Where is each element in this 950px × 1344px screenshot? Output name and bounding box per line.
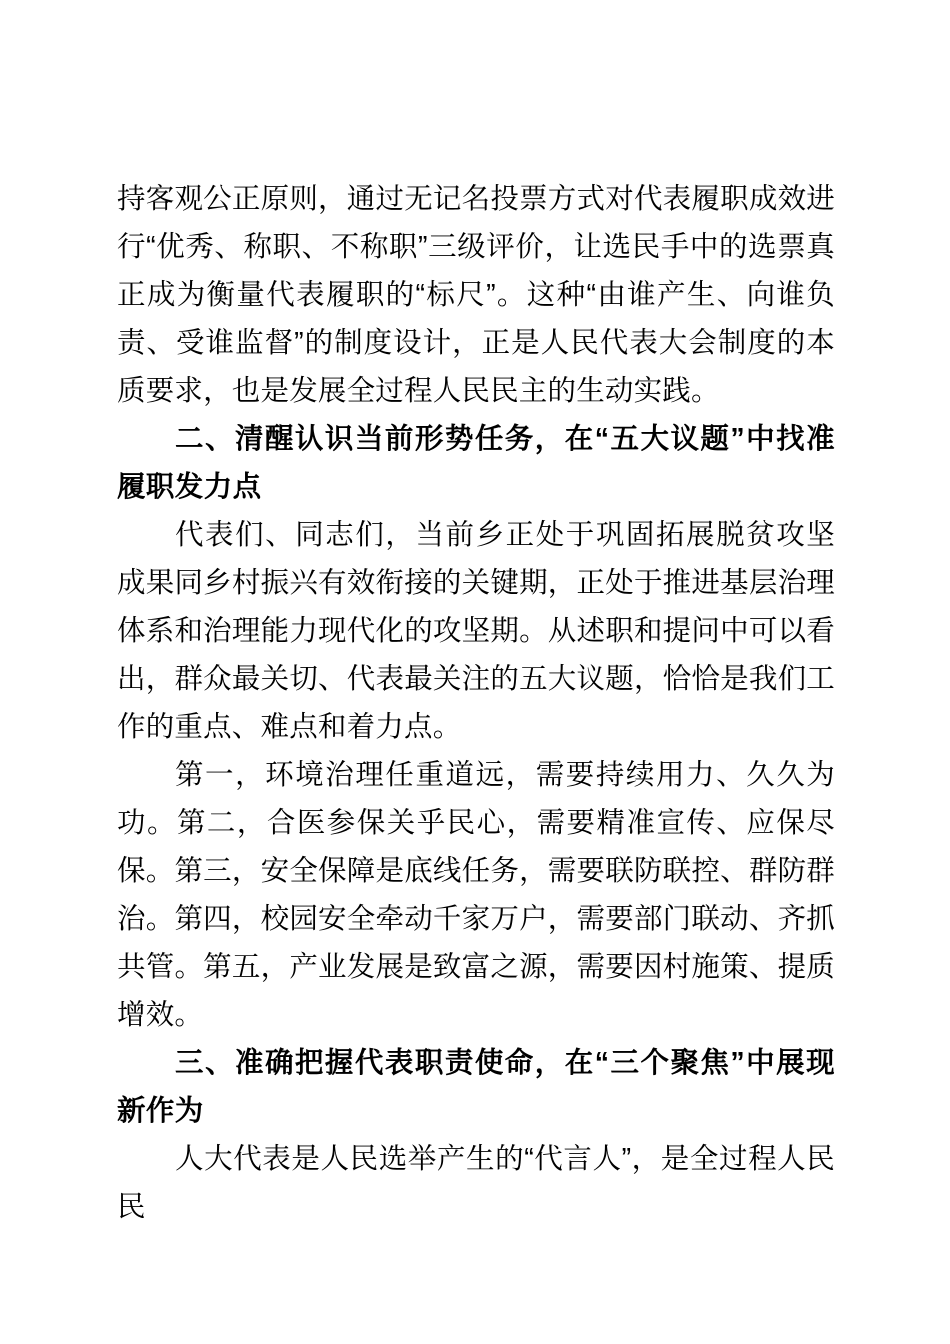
document-text-body <box>117 175 835 1231</box>
paragraph-section-three-intro: 人大代表是人民选举产生的“代言人”，是全过程人民民 <box>117 1143 835 1223</box>
section-heading-three: 三、准确把握代表职责使命，在“三个聚焦”中展现新作为 <box>117 1047 835 1127</box>
paragraph-section-two-intro: 代表们、同志们，当前乡正处于巩固拓展脱贫攻坚成果同乡村振兴有效衔接的关键期，正处于推进基层治理体系和治理能力现代化的攻坚期。从述职和提问中可以看出，群众最关切、代表最关注的五大议题，恰恰是我们工作的重点、难点和着力点。 <box>117 519 835 743</box>
paragraph-continued: 持客观公正原则，通过无记名投票方式对代表履职成效进行“优秀、称职、不称职”三级评价，让选民手中的选票真正成为衡量代表履职的“标尺”。这种“由谁产生、向谁负责、受谁监督”的制度设计，正是人民代表大会制度的本质要求，也是发展全过程人民民主的生动实践。 <box>117 183 835 407</box>
paragraph-five-issues: 第一，环境治理任重道远，需要持续用力、久久为功。第二，合医参保关乎民心，需要精准宣传、应保尽保。第三，安全保障是底线任务，需要联防联控、群防群治。第四，校园安全牵动千家万户，需要部门联动、齐抓共管。第五，产业发展是致富之源，需要因村施策、提质增效。 <box>117 759 835 1031</box>
section-heading-two: 二、清醒认识当前形势任务，在“五大议题”中找准履职发力点 <box>117 423 835 503</box>
